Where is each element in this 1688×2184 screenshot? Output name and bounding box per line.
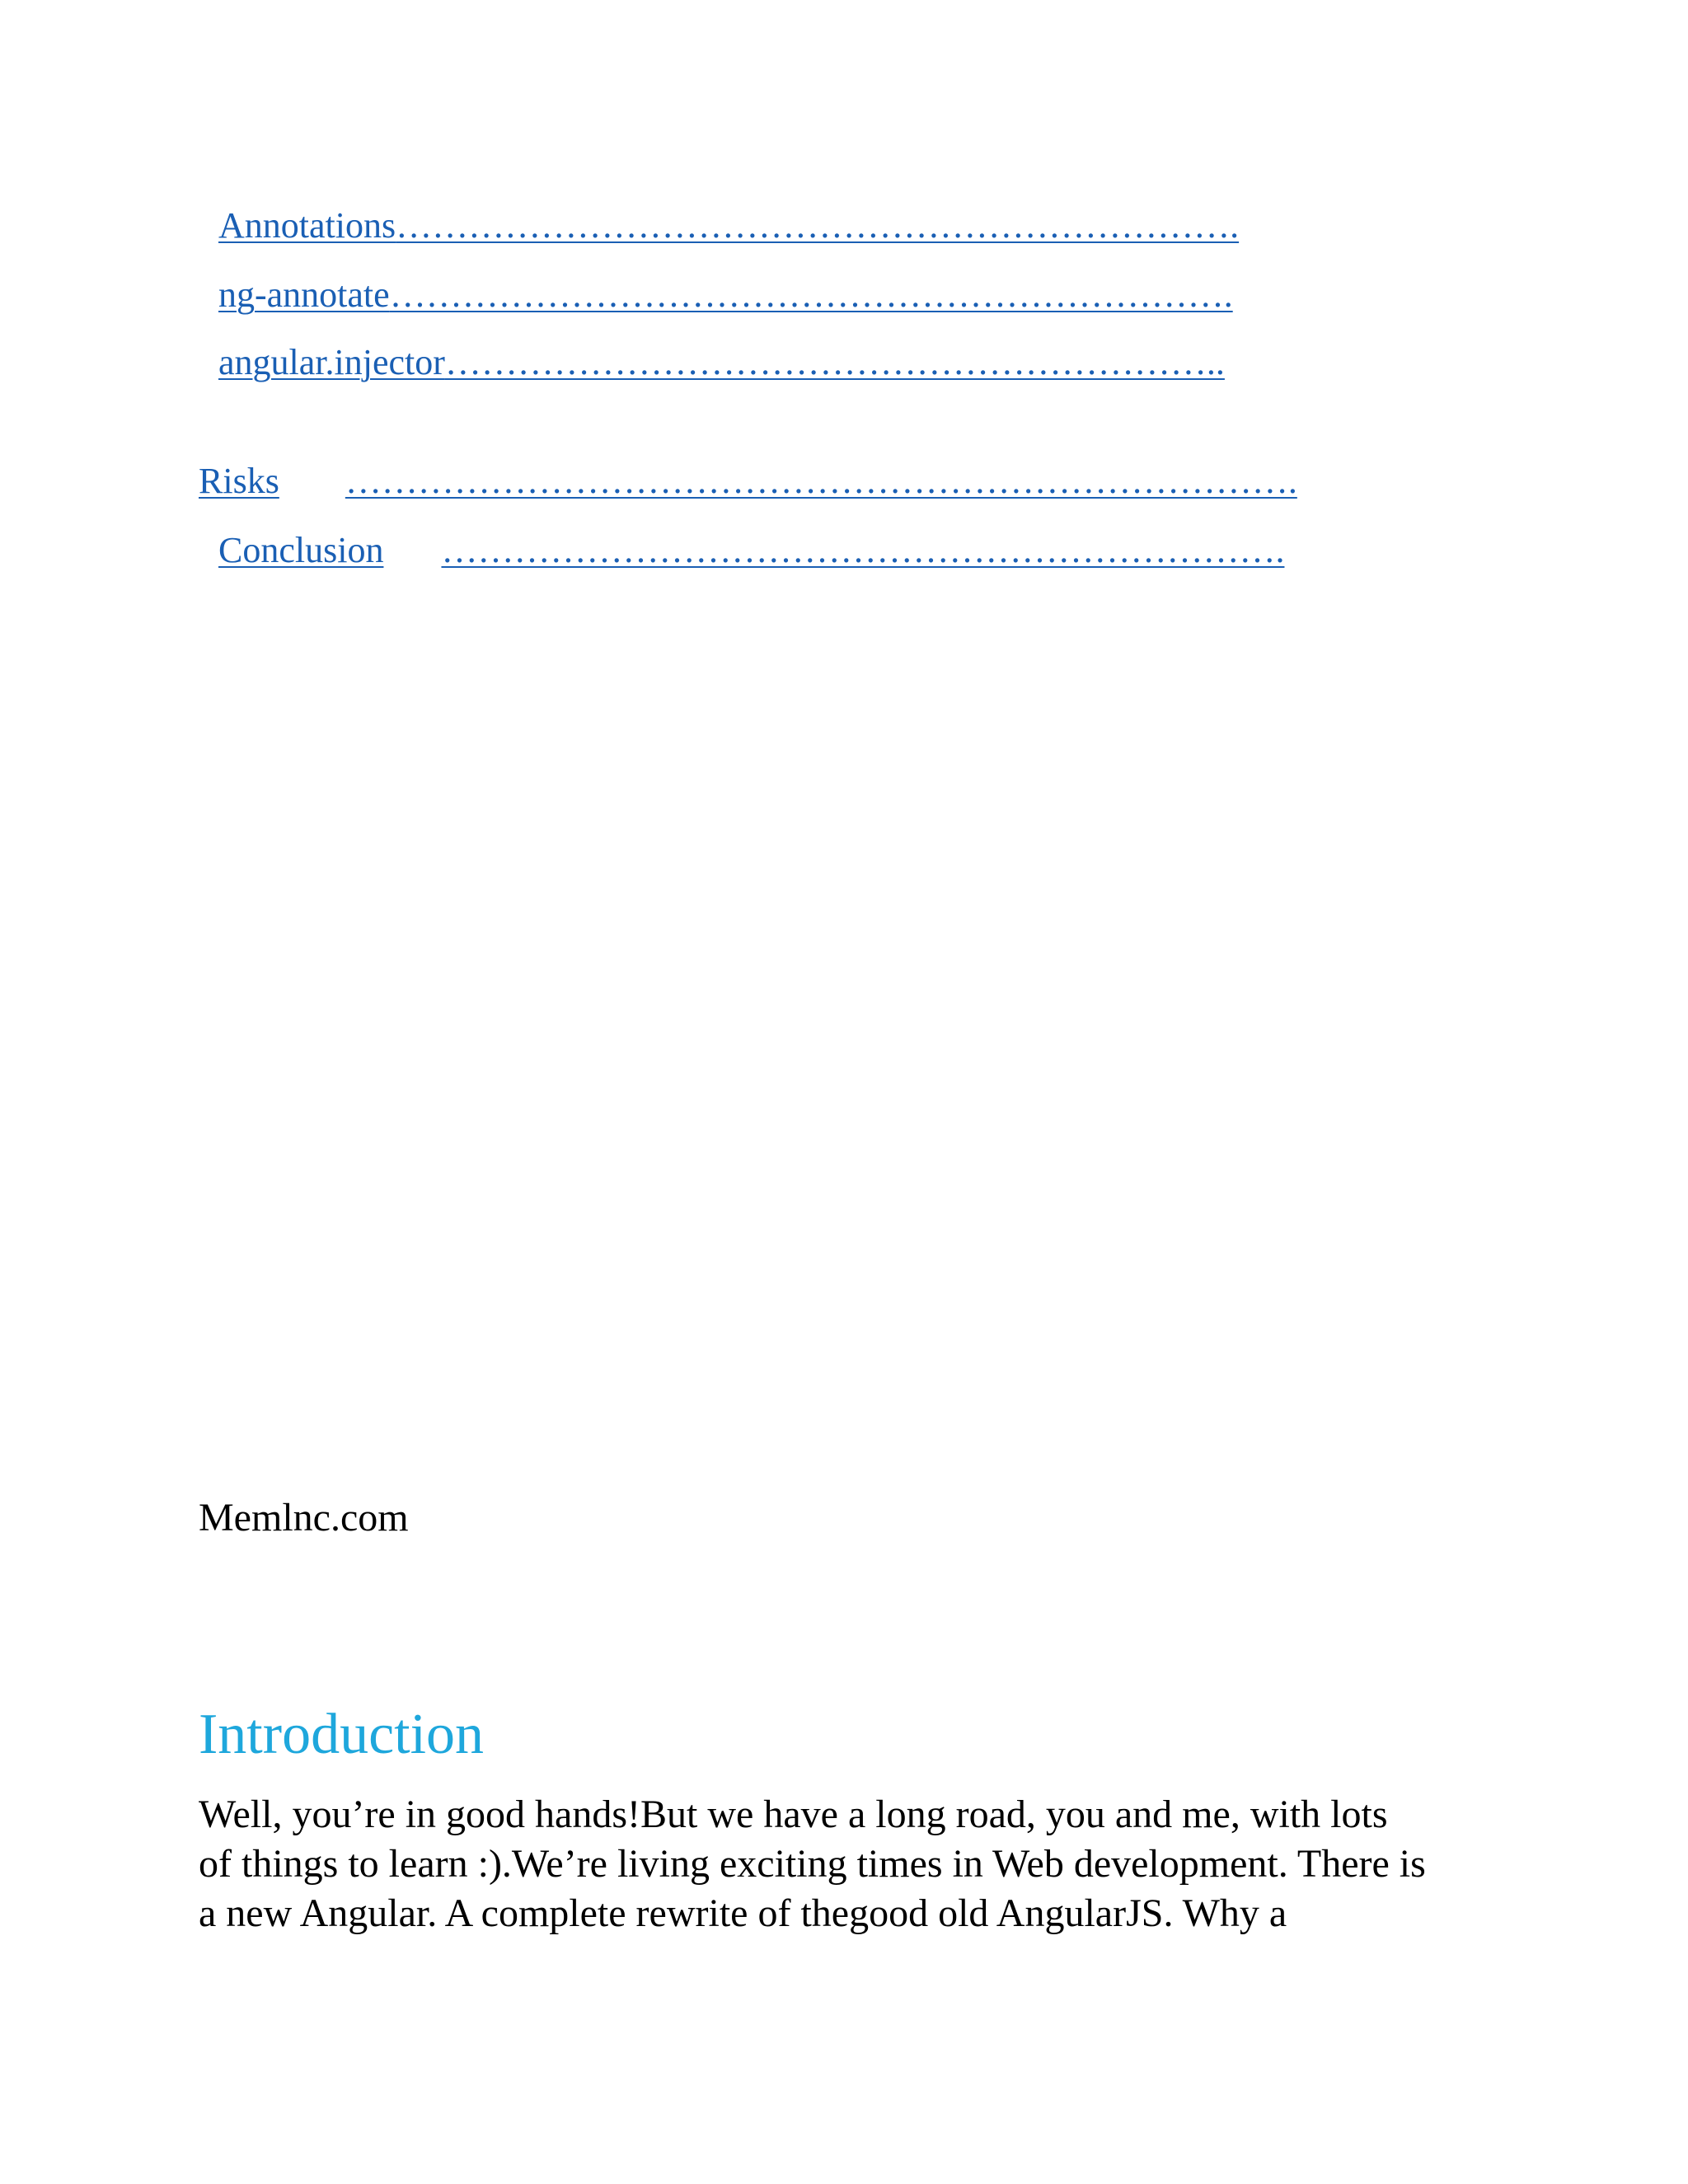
toc-leader: ……………………………………………………………. [396,205,1240,246]
toc-label: Risks [199,461,279,501]
toc-link-conclusion[interactable] [199,532,1284,569]
toc-link-angular-injector[interactable] [218,344,1225,381]
toc-leader: ……………………………………………………………. [441,530,1285,570]
section-body [199,1790,1501,1938]
body-line: Well, you’re in good hands!But we have a long road, you and me, with lots [199,1793,1388,1836]
toc-link-ng-annotate[interactable] [218,274,1233,315]
toc-label: ng-annotate [218,274,390,315]
toc-label: angular.injector [218,342,445,382]
toc-link-risks[interactable] [199,463,1297,499]
toc-label: Annotations [218,205,396,246]
toc-label: Conclusion [218,530,384,570]
toc-link-annotations[interactable] [218,205,1240,246]
toc-leader: ……………………………………………………….. [444,342,1225,382]
toc-leader: ……………………………………………………………………. [345,461,1297,501]
body-line: of things to learn :).We’re living exciting times in Web development. There is [199,1842,1426,1886]
body-line: a new Angular. A complete rewrite of thegood old AngularJS. Why a [199,1891,1287,1935]
site-name: Memlnc.com [199,1496,409,1540]
section-heading: Introduction [199,1703,485,1766]
toc-leader: ……………………………………………………………. [389,274,1233,315]
